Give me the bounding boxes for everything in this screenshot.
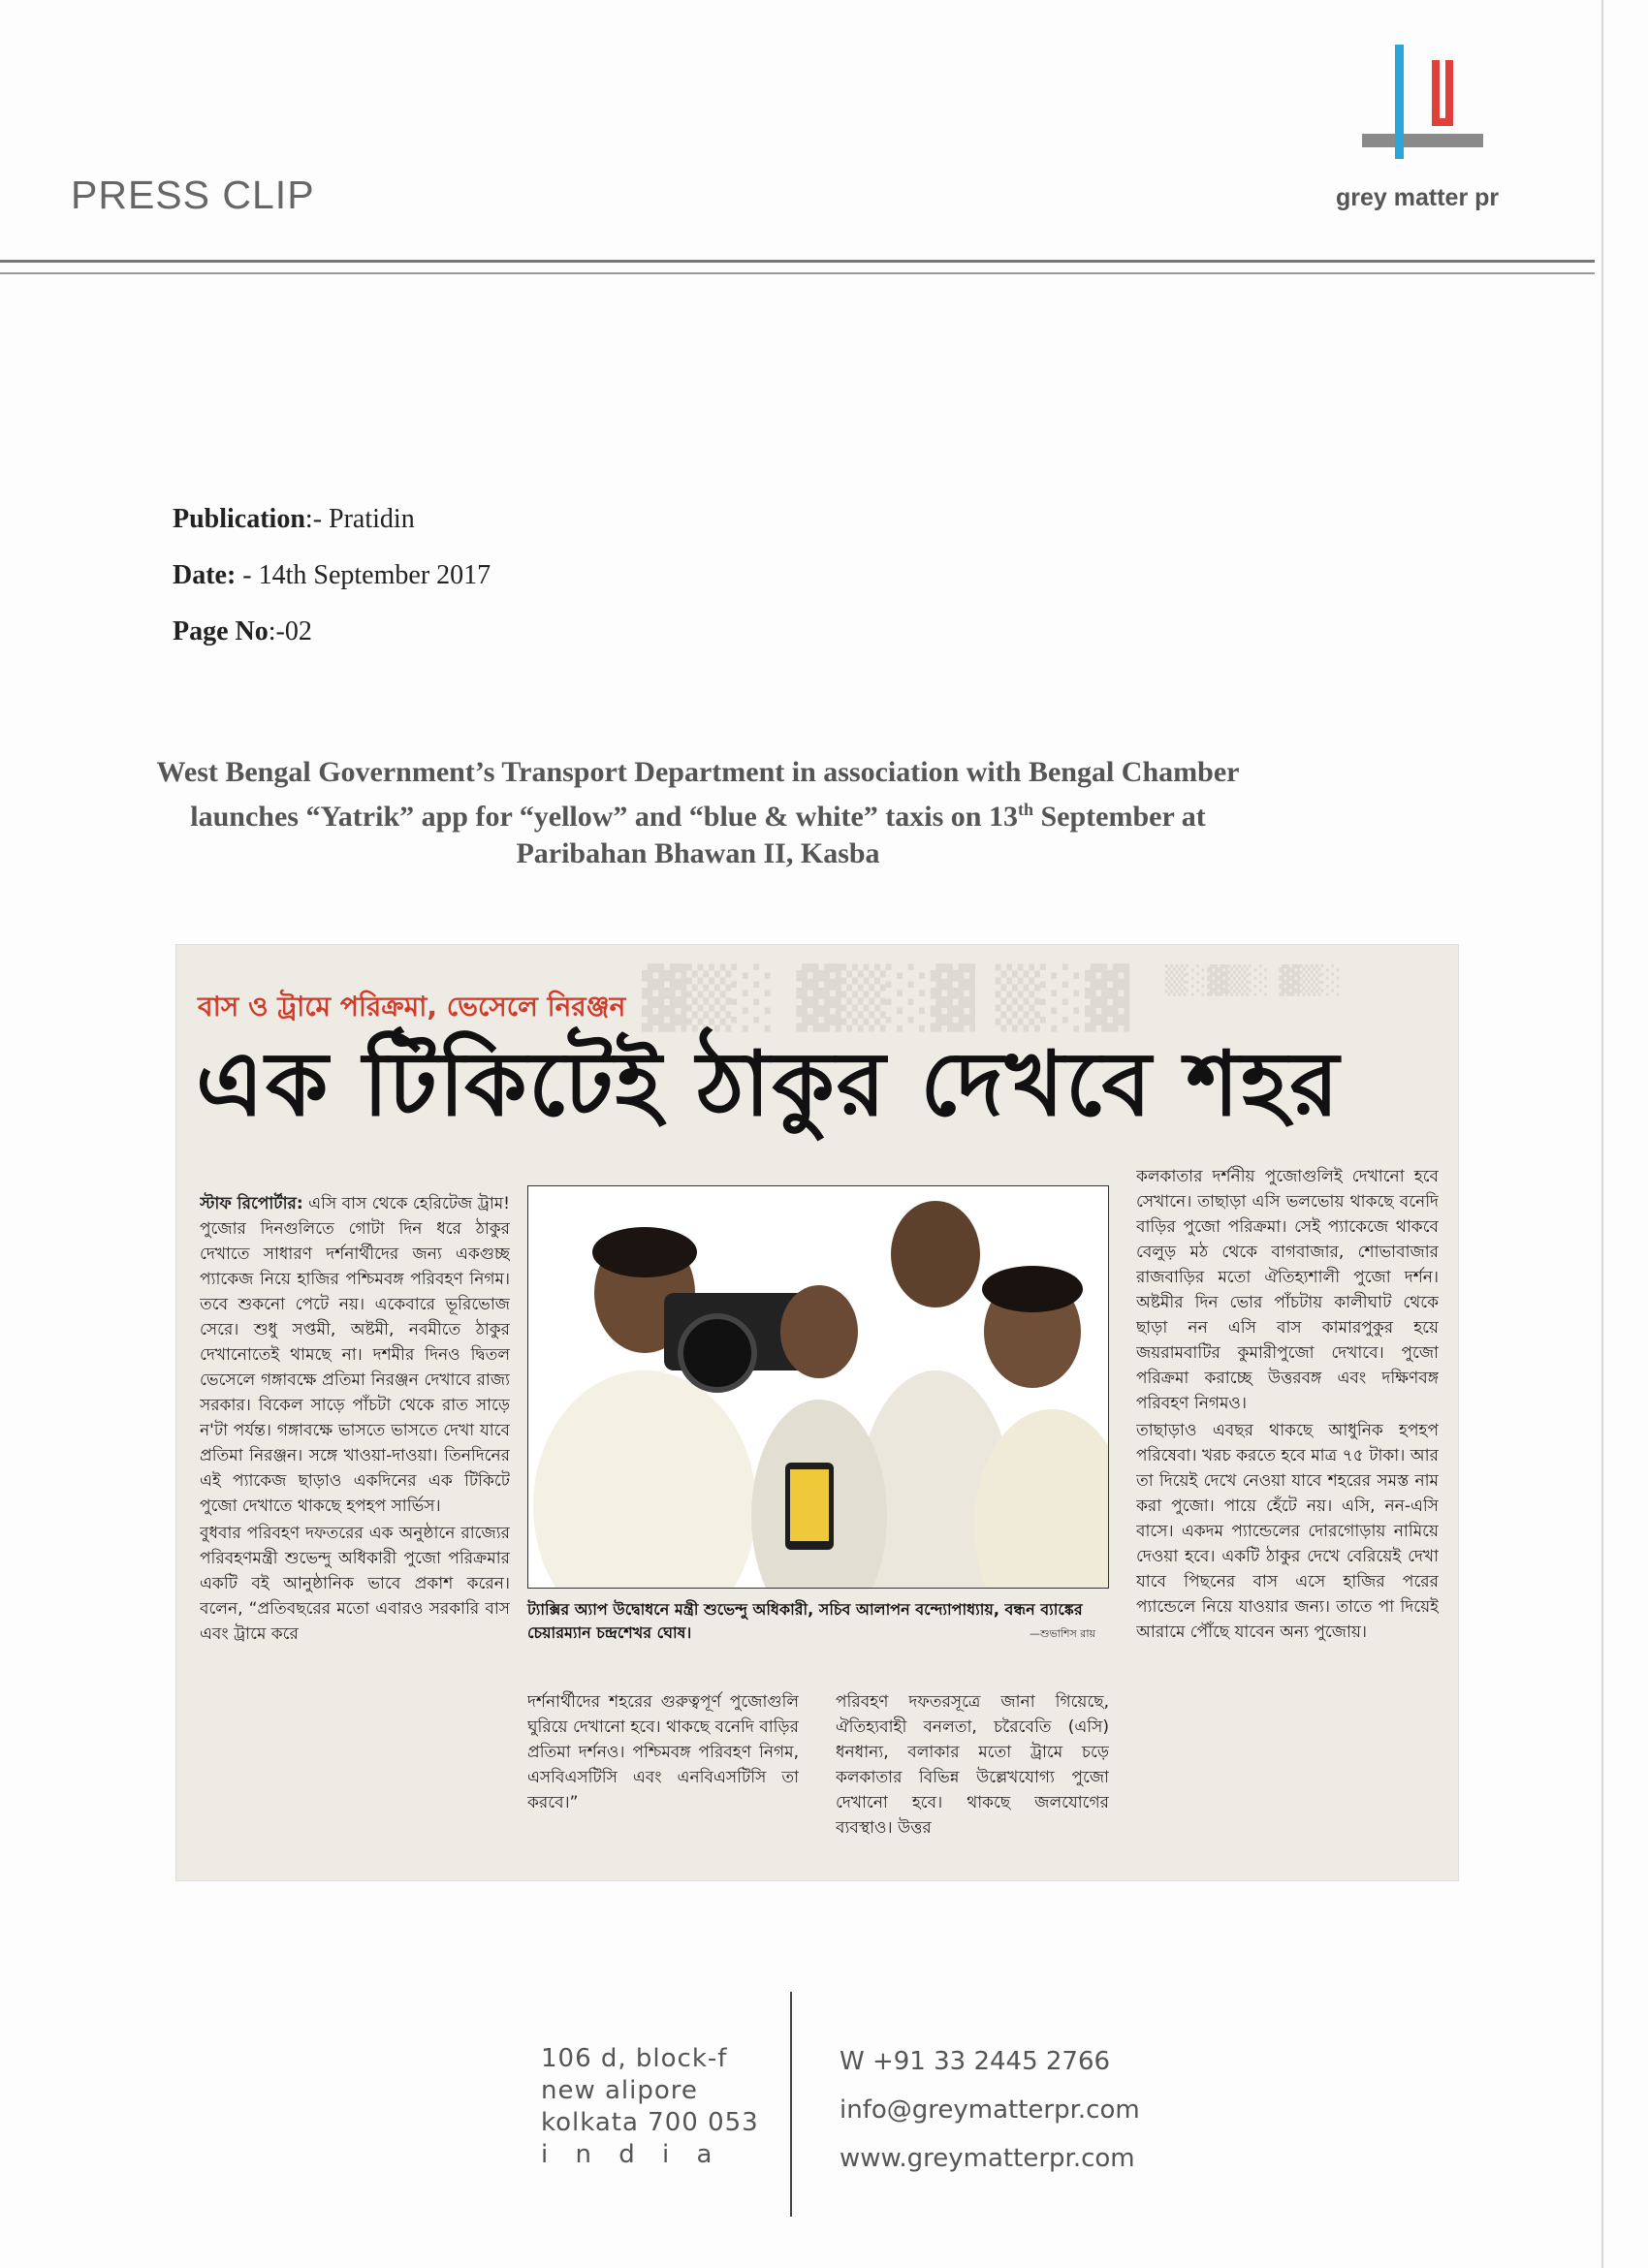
photo-caption: ট্যাক্সির অ্যাপ উদ্বোধনে মন্ত্রী শুভেন্দু অধিকারী, সচিব আলাপন বন্দ্যোপাধ্যায়, বন্ধন ব্যাঙ্কের চেয়ারম্যান চন্দ্রশেখর ঘোষ।: [527, 1600, 1083, 1642]
headline-line-2a: launches “Yatrik” app for “yellow” and “blue & white” taxis on 13: [190, 801, 1018, 833]
person-2-head: [891, 1201, 980, 1307]
column-1-paragraph-2: বুধবার পরিবহণ দফতরের এক অনুষ্ঠানে রাজ্যের পরিবহণমন্ত্রী শুভেন্দু অধিকারী পুজো পরিক্রমার একটি বই আনুষ্ঠানিক ভাবে প্রকাশ করেন। বলেন, “প্রতিবছরের মতো এবারও সরকারি বাস এবং ট্রামে করে: [200, 1524, 510, 1644]
headline-sup: th: [1017, 800, 1033, 819]
clip-headline: [136, 754, 1260, 872]
header-rule: [0, 260, 1595, 263]
publication-label: Publication: [173, 504, 305, 534]
byline: স্টাফ রিপোর্টার:: [200, 1194, 303, 1213]
address-line-1: 106 d, block-f: [541, 2044, 728, 2073]
address-line-2: new alipore: [541, 2076, 698, 2105]
address-line-3: kolkata 700 053: [541, 2108, 759, 2137]
column-1-paragraph-1: এসি বাস থেকে হেরিটেজ ট্রাম! পুজোর দিনগুলিতে গোটা দিন ধরে ঠাকুর দেখাতে সাধারণ দর্শনার্থীদের জন্য একগুচ্ছ প্যাকেজ নিয়ে হাজির পশ্চিমবঙ্গ পরিবহণ নিগম। তবে শুকনো পেটে নয়। একেবারে ভূরিভোজ সেরে। শুধু সপ্তমী, অষ্টমী, নবমীতে ঠাকুর দেখানোতেই থামছে না। দশমীর দিনও দ্বিতল ভেসেলে গঙ্গাবক্ষে প্রতিমা নিরঞ্জন দেখাবে রাজ্য সরকার। বিকেল সাড়ে পাঁচটা থেকে রাত সাড়ে ন'টা পর্যন্ত। গঙ্গাবক্ষে ভাসতে ভাসতে দেখা যাবে প্রতিমা নিরঞ্জন। সঙ্গে খাওয়া-দাওয়া। তিনদিনের এই প্যাকেজ ছাড়াও একদিনের এক টিকিটে পুজো দেখাতে থাকছে হপহপ সার্ভিস।: [200, 1194, 510, 1516]
publication-value: :- Pratidin: [304, 504, 415, 534]
page-label: Page No: [173, 616, 269, 646]
article-column-2: [527, 1689, 799, 1874]
column-4-paragraph-1: কলকাতার দর্শনীয় পুজোগুলিই দেখানো হবে সেখানে। তাছাড়া এসি ভলভোয় থাকছে বনেদি বাড়ির পুজো পরিক্রমা। সেই প্যাকেজে থাকবে বেলুড় মঠ থেকে বাগবাজার, শোভাবাজার রাজবাড়ির মতো ঐতিহ্যশালী পুজো দর্শন। অষ্টমীর দিন ভোর পাঁচটায় কালীঘাট থেকে ছাড়া নন এসি বাস কামারপুকুর হয়ে জয়রামবাটির কুমারীপুজো দেখাবে। পুজো পরিক্রমা করাচ্ছে উত্তরবঙ্গ এবং দক্ষিণবঙ্গ পরিবহণ নিগমও।: [1136, 1167, 1439, 1413]
date-value: - 14th September 2017: [236, 560, 491, 590]
headline-line-3: Paribahan Bhawan II, Kasba: [516, 837, 880, 869]
article-column-1: [200, 1191, 510, 1870]
article-title: এক টিকিটেই ঠাকুর দেখবে শহর: [196, 1032, 1341, 1136]
logo-blue-stroke: [1395, 45, 1404, 159]
footer-email[interactable]: info@greymatterpr.com: [840, 2095, 1140, 2125]
person-1-hair: [592, 1227, 697, 1277]
page-edge: [1601, 0, 1603, 2268]
person-3-head: [780, 1285, 858, 1378]
footer-website[interactable]: www.greymatterpr.com: [840, 2144, 1135, 2173]
header-rule-secondary: [0, 272, 1595, 274]
photo-illustration: [528, 1186, 1109, 1589]
headline-line-2: [136, 791, 1260, 835]
headline-line-1: West Bengal Government’s Transport Department in association with Bengal Chamber: [156, 756, 1240, 788]
article-column-4: [1136, 1164, 1439, 1874]
brand-name: grey matter pr: [1336, 184, 1500, 211]
footer-address: [541, 2043, 759, 2171]
newspaper-clipping: [176, 945, 1458, 1880]
footer-phone: W +91 33 2445 2766: [840, 2047, 1111, 2076]
logo-grey-bar: [1362, 134, 1483, 147]
column-4-paragraph-2: তাছাড়াও এবছর থাকছে আধুনিক হপহপ পরিষেবা। খরচ করতে হবে মাত্র ৭৫ টাকা। আর তা দিয়েই দেখে নেওয়া যাবে শহরের সমস্ত নাম করা পুজো। পায়ে হেঁটে নয়। এসি, নন-এসি বাসে। একদম প্যান্ডেলের দোরগোড়ায় নামিয়ে দেওয়া হবে। একটি ঠাকুর দেখে বেরিয়েই দেখা যাবে পিছনের বাস এসে হাজির পরের প্যান্ডেলে নিয়ে যাওয়ার জন্য। তাতে পা দিয়েই আরামে পৌঁছে যাবেন অন্য পুজোয়।: [1136, 1421, 1439, 1642]
column-3-paragraph-1: পরিবহণ দফতরসূত্রে জানা গিয়েছে, ঐতিহ্যবাহী বনলতা, চরৈবেতি (এসি) ধনধান্য, বলাকার মতো ট্রামে চড়ে কলকাতার বিভিন্ন উল্লেখযোগ্য পুজো দেখানো হবে। থাকছে জলযোগের ব্যবস্থাও। উত্তর: [836, 1692, 1109, 1838]
grey-matter-logo: [1352, 39, 1498, 165]
article-column-3: [836, 1689, 1109, 1874]
news-photo: [527, 1185, 1109, 1589]
bleed-through-text: ▓▒░ ▓▒░▓ ▒░▓: [642, 964, 1130, 1032]
photo-credit: —শুভাশিস রায়: [1030, 1627, 1095, 1640]
logo-red-stroke-2: [1445, 60, 1453, 118]
page-line: [173, 616, 312, 647]
camera-lens: [681, 1316, 754, 1390]
date-label: Date:: [173, 560, 237, 590]
press-clip-label: PRESS CLIP: [71, 173, 315, 217]
date-line: [173, 560, 491, 591]
page-value: :-02: [268, 616, 312, 646]
logo-red-stroke-1: [1432, 60, 1440, 118]
column-2-paragraph-1: দর্শনার্থীদের শহরের গুরুত্বপূর্ণ পুজোগুলি ঘুরিয়ে দেখানো হবে। থাকছে বনেদি বাড়ির প্রতিমা দর্শনও। পশ্চিমবঙ্গ পরিবহণ নিগম, এসবিএসটিসি এবং এনবিএসটিসি তা করবে।”: [527, 1692, 799, 1812]
footer-divider: [790, 1992, 792, 2217]
headline-line-2b: September at: [1032, 801, 1206, 833]
person-4-hair: [982, 1266, 1083, 1312]
article-kicker: বাস ও ট্রামে পরিক্রমা, ভেসেলে নিরঞ্জন: [198, 991, 626, 1023]
logo-red-base: [1432, 118, 1453, 126]
address-line-4: i n d i a: [541, 2140, 722, 2169]
publication-line: [173, 504, 415, 535]
bleed-through-text-2: ▒░▓▒░ ▓▒░: [1165, 964, 1343, 996]
smartphone-screen: [790, 1469, 829, 1541]
